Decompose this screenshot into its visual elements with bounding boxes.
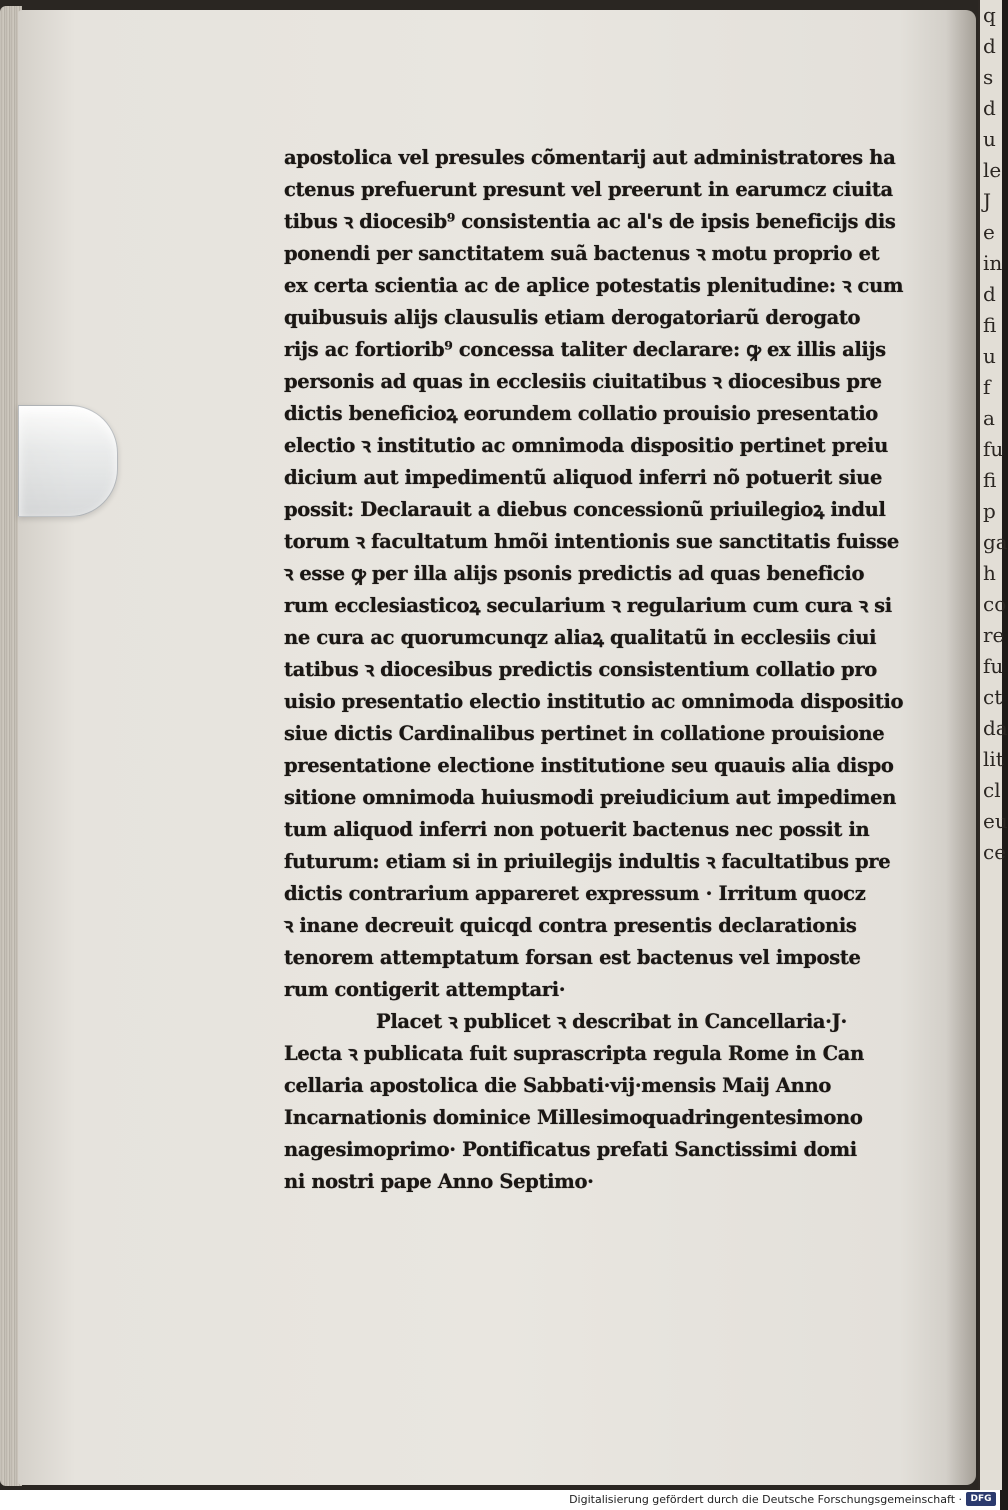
- facing-page-fragment: J: [983, 189, 992, 213]
- text-line: rum contigerit attemptari·: [284, 978, 566, 1001]
- text-line: presentatione electione institutione seu quauis alia dispo: [284, 754, 894, 777]
- facing-page-fragment: s: [983, 65, 994, 89]
- facing-page-fragment: ct: [983, 685, 1003, 709]
- footer-credit: Digitalisierung gefördert durch die Deutsche Forschungsgemeinschaft ·: [569, 1493, 962, 1506]
- text-line: siue dictis Cardinalibus pertinet in collatione prouisione: [284, 722, 885, 745]
- facing-page-fragment: fu: [983, 654, 1004, 678]
- text-line: tatibus ꝛ diocesibus predictis consistentium collatio pro: [284, 658, 877, 681]
- closing-line: Placet ꝛ publicet ꝛ describat in Cancellaria·J·: [376, 1010, 847, 1033]
- closing-line: Incarnationis dominice Millesimoquadringentesimono: [284, 1106, 863, 1129]
- text-line: ponendi per sanctitatem suã bactenus ꝛ motu proprio et: [284, 242, 880, 265]
- facing-page-fragment: d: [983, 34, 996, 58]
- closing-line: ni nostri pape Anno Septimo·: [284, 1170, 594, 1193]
- text-line: sitione omnimoda huiusmodi preiudicium aut impedimen: [284, 786, 897, 809]
- facing-page-fragment: cl: [983, 778, 1001, 802]
- facing-page-fragment: le: [983, 158, 1002, 182]
- facing-page-fragment: h: [983, 561, 996, 585]
- text-line: dictis beneficioꝝ eorundem collatio prouisio presentatio: [284, 402, 878, 425]
- facing-page-fragment: e: [983, 220, 995, 244]
- facing-page-fragment: d: [983, 96, 996, 120]
- facing-page-fragment: a: [983, 406, 995, 430]
- text-line: rum ecclesiasticoꝝ secularium ꝛ regularium cum cura ꝛ si: [284, 594, 892, 617]
- text-line: dicium aut impedimentũ aliquod inferri nõ potuerit siue: [284, 466, 883, 489]
- closing-line: Lecta ꝛ publicata fuit suprascripta regula Rome in Can: [284, 1042, 864, 1065]
- footer-bar: [0, 1490, 1000, 1510]
- text-line: dictis contrarium appareret expressum · Irritum quocz: [284, 882, 866, 905]
- facing-page-fragment: ce: [983, 840, 1007, 864]
- text-line: rijs ac fortiorib⁹ concessa taliter declarare: ꝙ ex illis alijs: [284, 338, 886, 361]
- facing-page-fragment: f: [983, 375, 991, 399]
- text-line: personis ad quas in ecclesiis ciuitatibus ꝛ diocesibus pre: [284, 370, 882, 393]
- gutter-shadow: [946, 10, 976, 1485]
- text-line: torum ꝛ facultatum hmõi intentionis sue sanctitatis fuisse: [284, 530, 899, 553]
- facing-page-fragment: q: [983, 3, 996, 27]
- facing-page-fragment: p: [983, 499, 996, 523]
- text-line: ꝛ esse ꝙ per illa alijs psonis predictis ad quas beneficio: [284, 562, 865, 585]
- facing-page-fragment: lit: [983, 747, 1004, 771]
- facing-page-fragment: in: [983, 251, 1003, 275]
- text-line: tenorem attemptatum forsan est bactenus vel imposte: [284, 946, 861, 969]
- text-line: ex certa scientia ac de aplice potestatis plenitudine: ꝛ cum: [284, 274, 904, 297]
- facing-page-fragment: co: [983, 592, 1007, 616]
- closing-line: nagesimoprimo· Pontificatus prefati Sanctissimi domi: [284, 1138, 857, 1161]
- text-line: apostolica vel presules cõmentarij aut administratores ha: [284, 146, 896, 169]
- text-line: uisio presentatio electio institutio ac omnimoda dispositio: [284, 690, 904, 713]
- facing-page-sliver: [978, 0, 1008, 1490]
- text-column: [284, 142, 914, 1198]
- dfg-logo: DFG: [966, 1492, 996, 1506]
- facing-page-fragment: fi: [983, 313, 997, 337]
- facing-page-fragment: eu: [983, 809, 1008, 833]
- closing-line: cellaria apostolica die Sabbati·vij·mensis Maij Anno: [284, 1074, 831, 1097]
- facing-page-fragment: da: [983, 716, 1008, 740]
- facing-page-fragment: re: [983, 623, 1005, 647]
- facing-page-fragment: fu: [983, 437, 1004, 461]
- text-line: ne cura ac quorumcunqz aliaꝝ qualitatũ in ecclesiis ciui: [284, 626, 877, 649]
- text-line: ctenus prefuerunt presunt vel preerunt in earumcz ciuita: [284, 178, 893, 201]
- text-line: possit: Declarauit a diebus concessionũ priuilegioꝝ indul: [284, 498, 886, 521]
- facing-page-fragment: u: [983, 344, 996, 368]
- text-line: futurum: etiam si in priuilegijs indultis ꝛ facultatibus pre: [284, 850, 891, 873]
- text-line: ꝛ inane decreuit quicqd contra presentis declarationis: [284, 914, 857, 937]
- text-line: tibus ꝛ diocesib⁹ consistentia ac al's de ipsis beneficijs dis: [284, 210, 896, 233]
- text-line: tum aliquod inferri non potuerit bactenus nec possit in: [284, 818, 870, 841]
- facing-page-fragment: u: [983, 127, 996, 151]
- text-line: electio ꝛ institutio ac omnimoda dispositio pertinet preiu: [284, 434, 888, 457]
- facing-page-fragment: d: [983, 282, 996, 306]
- facing-page-fragment: ga: [983, 530, 1008, 554]
- facing-page-fragment: fi: [983, 468, 997, 492]
- text-line: quibusuis alijs clausulis etiam derogatoriarũ derogato: [284, 306, 861, 329]
- plastic-page-clip: [18, 405, 118, 517]
